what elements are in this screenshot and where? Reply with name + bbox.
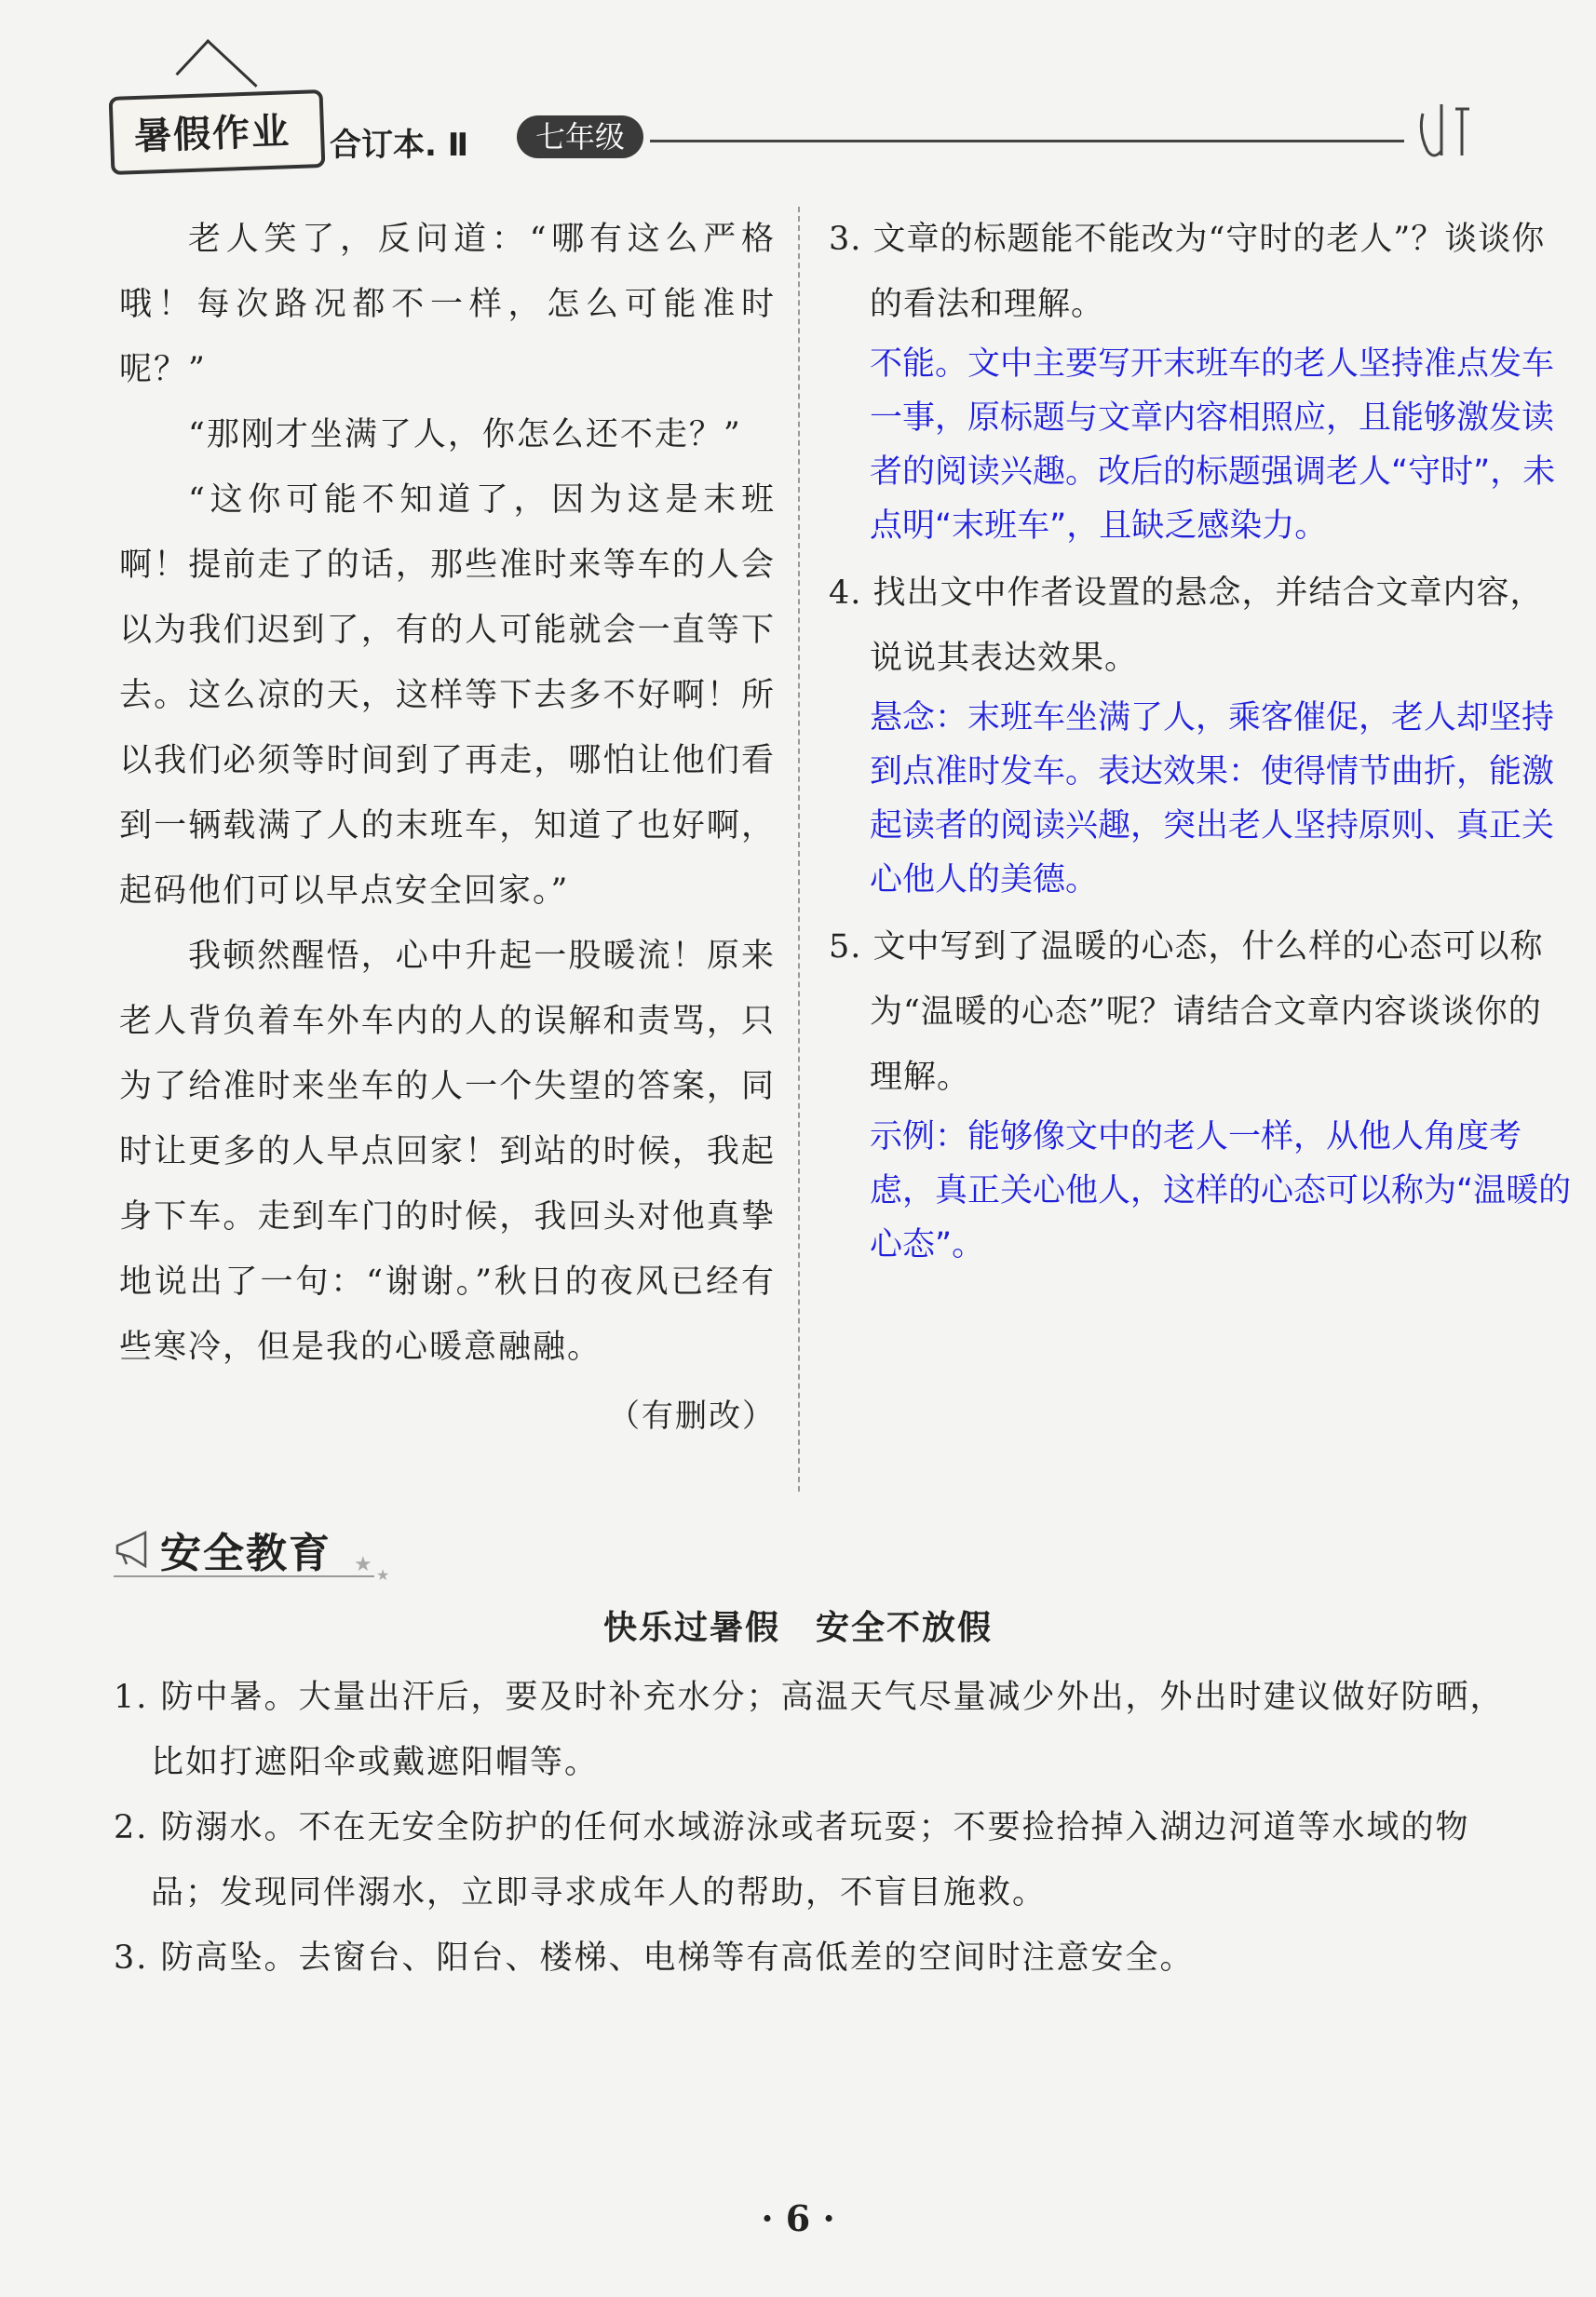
volume-label: 合订本. Ⅱ — [330, 127, 469, 164]
megaphone-icon — [114, 1531, 153, 1568]
safety-subtitle: 快乐过暑假 安全不放假 — [602, 1609, 993, 1647]
safety-section-header — [114, 1518, 412, 1592]
safety-tip: 2. 防溺水。不在无安全防护的任何水域游泳或者玩耍；不要捡拾掉入湖边河道等水域的物品；发现同伴溺水，立即寻求成年人的帮助，不盲目施救。 — [114, 1809, 1470, 1912]
question-4: 4. 找出文中作者设置的悬念，并结合文章内容，说说其表达效果。 — [829, 574, 1544, 677]
answer-4: 悬念：末班车坐满了人，乘客催促，老人却坚持到点准时发车。表达效果：使得情节曲折，能激起读者的阅读兴趣，突出老人坚持原则、真正关心他人的美德。 — [870, 699, 1555, 899]
safety-tip: 1. 防中暑。大量出汗后，要及时补充水分；高温天气尽量减少外出，外出时建议做好防晒，比如打遮阳伞或戴遮阳帽等。 — [114, 1679, 1505, 1781]
answer-3: 不能。文中主要写开末班车的老人坚持准点发车一事，原标题与文章内容相照应，且能够激发读者的阅读兴趣。改后的标题强调老人“守时”，未点明“末班车”，且缺乏感染力。 — [870, 345, 1556, 545]
column-divider — [798, 207, 800, 1492]
logo-sign — [109, 89, 326, 175]
page-number: · 6 · — [761, 2197, 835, 2239]
answer-5: 示例：能够像文中的老人一样，从他人角度考虑，真正关心他人，这样的心态可以称为“温暖的心态”。 — [870, 1118, 1572, 1263]
story-paragraph: “这你可能不知道了，因为这是末班啊！提前走了的话，那些准时来等车的人会以为我们迟到了，有的人可能就会一直等下去。这么凉的天，这样等下去多不好啊！所以我们必须等时间到了再走，哪怕让他们看到一辆载满了人的末班车，知道了也好啊，起码他们可以早点安全回家。” — [119, 481, 776, 910]
safety-tips — [114, 1665, 1510, 1991]
story-paragraph: “那刚才坐满了人，你怎么还不走？” — [188, 416, 742, 453]
logo-text: 暑假作业 — [133, 110, 291, 159]
safety-tip: 3. 防高坠。去窗台、阳台、楼梯、电梯等有高低差的空间时注意安全。 — [114, 1939, 1195, 1977]
source-note: （有删改） — [608, 1398, 776, 1435]
questions-column — [829, 207, 1574, 1279]
star-icon: ★ — [376, 1566, 390, 1584]
question-5: 5. 文中写到了温暖的心态，什么样的心态可以称为“温暖的心态”呢？请结合文章内容谈谈你的理解。 — [829, 928, 1544, 1096]
grade-badge: 七年级 — [517, 115, 643, 158]
safety-underline — [114, 1575, 374, 1577]
header-rule — [650, 140, 1404, 142]
pencil-doodle-icon — [1413, 95, 1479, 169]
safety-title: 安全教育 — [160, 1530, 331, 1577]
page-header — [110, 58, 1507, 169]
story-paragraph: 我顿然醒悟，心中升起一股暖流！原来老人背负着车外车内的人的误解和责骂，只为了给准时来坐车的人一个失望的答案，同时让更多的人早点回家！到站的时候，我起身下车。走到车门的时候，我回头对他真挚地说出了一句：“谢谢。”秋日的夜风已经有些寒冷，但是我的心暖意融融。 — [119, 938, 776, 1366]
question-3: 3. 文章的标题能不能改为“守时的老人”？谈谈你的看法和理解。 — [829, 221, 1546, 323]
story-column — [119, 207, 776, 1449]
story-paragraph: 老人笑了，反问道：“哪有这么严格哦！每次路况都不一样，怎么可能准时呢？” — [119, 221, 776, 388]
star-icon: ★ — [354, 1553, 372, 1576]
